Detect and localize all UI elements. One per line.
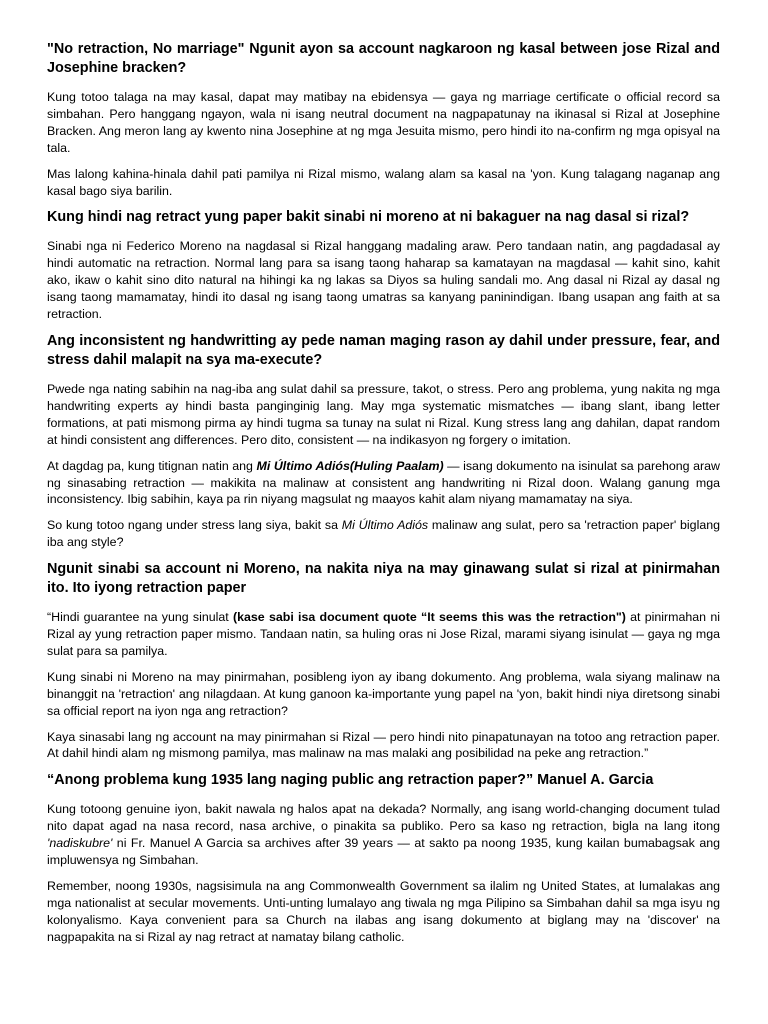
paragraph (47, 801, 720, 869)
text-run: ni Fr. Manuel A Garcia sa archives after 39 years — at sakto pa noong 1935, kung kailan bumabagsak ang impluwensya ng Simbahan. (47, 836, 720, 868)
text-run: “Hindi guarantee na yung sinulat (47, 610, 233, 625)
paragraph: Pwede nga nating sabihin na nag-iba ang sulat dahil sa pressure, takot, o stress. Pero ang problema, yung nakita ng mga handwriting experts ay hindi basta panginginig lang. May mga systematic mismatches — ibang slant, ibang letter formations, at pati mismong pirma ay hindi tugma sa tunay na sulat ni Rizal. Kung stress lang ang dahilan, dapat random at hindi consistent ang differences. Pero dito, consistent — na indikasyon ng forgery o imitation. (47, 381, 720, 447)
paragraph (47, 517, 720, 551)
paragraph (47, 458, 720, 509)
paragraph: Sinabi nga ni Federico Moreno na nagdasal si Rizal hanggang madaling araw. Pero tandaan natin, ang pagdadasal ay hindi automatic na retraction. Normal lang para sa isang taong haharap sa kamatayan na magdasal — kahit sino, kahit ako, ikaw o kahit sino dito natural na hihingi ka ng lakas sa Diyos sa huling sandali mo. Ang dasal ni Rizal ay dasal ng isang taong mamamatay, hindi ito dasal ng isang taong umatras sa kanyang paninindigan. Ibang usapan ang faith at sa retraction. (47, 239, 720, 322)
paragraph: Kung totoo talaga na may kasal, dapat may matibay na ebidensya — gaya ng marriage certificate o official record sa simbahan. Pero hanggang ngayon, wala ni isang neutral document na nagpapatunay na ikinasal si Rizal at Josephine Bracken. Ang meron lang ay kwento nina Josephine at ng mga Jesuita mismo, pero hindi ito na-confirm ng mga opisyal na tala. (47, 90, 720, 155)
paragraph: Mas lalong kahina-hinala dahil pati pamilya ni Rizal mismo, walang alam sa kasal na 'yon. Kung talagang naganap ang kasal bago siya barilin. (47, 166, 720, 198)
paragraph: Kung sinabi ni Moreno na may pinirmahan, posibleng iyon ay ibang dokumento. Ang problema, wala siyang malinaw na binanggit na 'retraction' ang nilagdaan. At kung ganoon ka-importante yung papel na 'yon, bakit hindi niya diretsong sinabi sa official report na iyon nga ang retraction? (47, 669, 720, 718)
poem-title: Mi Último Adiós (341, 518, 429, 533)
text-run: So kung totoo ngang under stress lang siya, bakit sa (47, 518, 342, 533)
paragraph (47, 609, 720, 660)
text-run: At dagdag pa, kung titignan natin ang (47, 458, 257, 473)
section-heading: Ngunit sinabi sa account ni Moreno, na nakita niya na may ginawang sulat si rizal at pinirmahan ito. Ito iyong retraction paper (47, 561, 720, 597)
text-run: at pinirmahan ni Rizal ay yung retraction paper mismo. Tandaan natin, sa huling oras ni Jose Rizal, marami siyang isinulat — gaya ng mga sulat para sa pamilya. (47, 610, 720, 658)
paragraph: Remember, noong 1930s, nagsisimula na ang Commonwealth Government sa ilalim ng United States, at lumalakas ang mga nationalist at secular movements. Unti-unting lumalayo ang tiwala ng mga Pilipino sa Simbahan dahil sa mga isyu ng kolonyalismo. Kaya convenient para sa Church na ilabas ang isang dokumento at biglang may na 'discover' na nagpapakita na si Rizal ay nag retract at namatay bilang catholic. (47, 879, 720, 944)
text-run: — isang dokumento na isinulat sa parehong araw ng sinasabing retraction — makikita na malinaw at consistent ang handwriting ni Rizal doon. Walang ganung mga inconsistency. Ibig sabihin, kaya pa rin niyang magsulat ng maayos kahit alam niyang mamamatay na siya. (47, 458, 720, 507)
bold-quote: (kase sabi isa document quote “It seems this was the retraction") (233, 610, 626, 625)
section-heading: Ang inconsistent ng handwritting ay pede naman maging rason ay dahil under pressure, fear, and stress dahil malapit na sya ma-execute? (47, 332, 720, 368)
poem-title: Mi Último Adiós(Huling Paalam) (256, 458, 444, 473)
section-heading: Kung hindi nag retract yung paper bakit sinabi ni moreno at ni bakaguer na nag dasal si rizal? (47, 209, 690, 226)
paragraph: Kaya sinasabi lang ng account na may pinirmahan si Rizal — pero hindi nito pinapatunayan na totoo ang retraction paper. At dahil hindi alam ng mismong pamilya, mas malinaw na mas malaki ang posibilidad na peke ang retraction.” (47, 729, 720, 761)
text-run: Kung totoong genuine iyon, bakit nawala ng halos apat na dekada? Normally, ang isang world-changing document tulad nito dapat agad na nasa record, nasa archive, o pinakita sa publiko. Pero sa kaso ng retraction, bigla na lang itong (47, 802, 720, 834)
section-heading: “Anong problema kung 1935 lang naging public ang retraction paper?” Manuel A. Garcia (47, 772, 654, 789)
text-run: malinaw ang sulat, pero sa 'retraction paper' biglang iba ang style? (47, 518, 720, 550)
section-heading: "No retraction, No marriage" Ngunit ayon sa account nagkaroon ng kasal between jose Rizal and Josephine bracken? (47, 41, 720, 76)
italic-term: 'nadiskubre' (47, 836, 113, 851)
